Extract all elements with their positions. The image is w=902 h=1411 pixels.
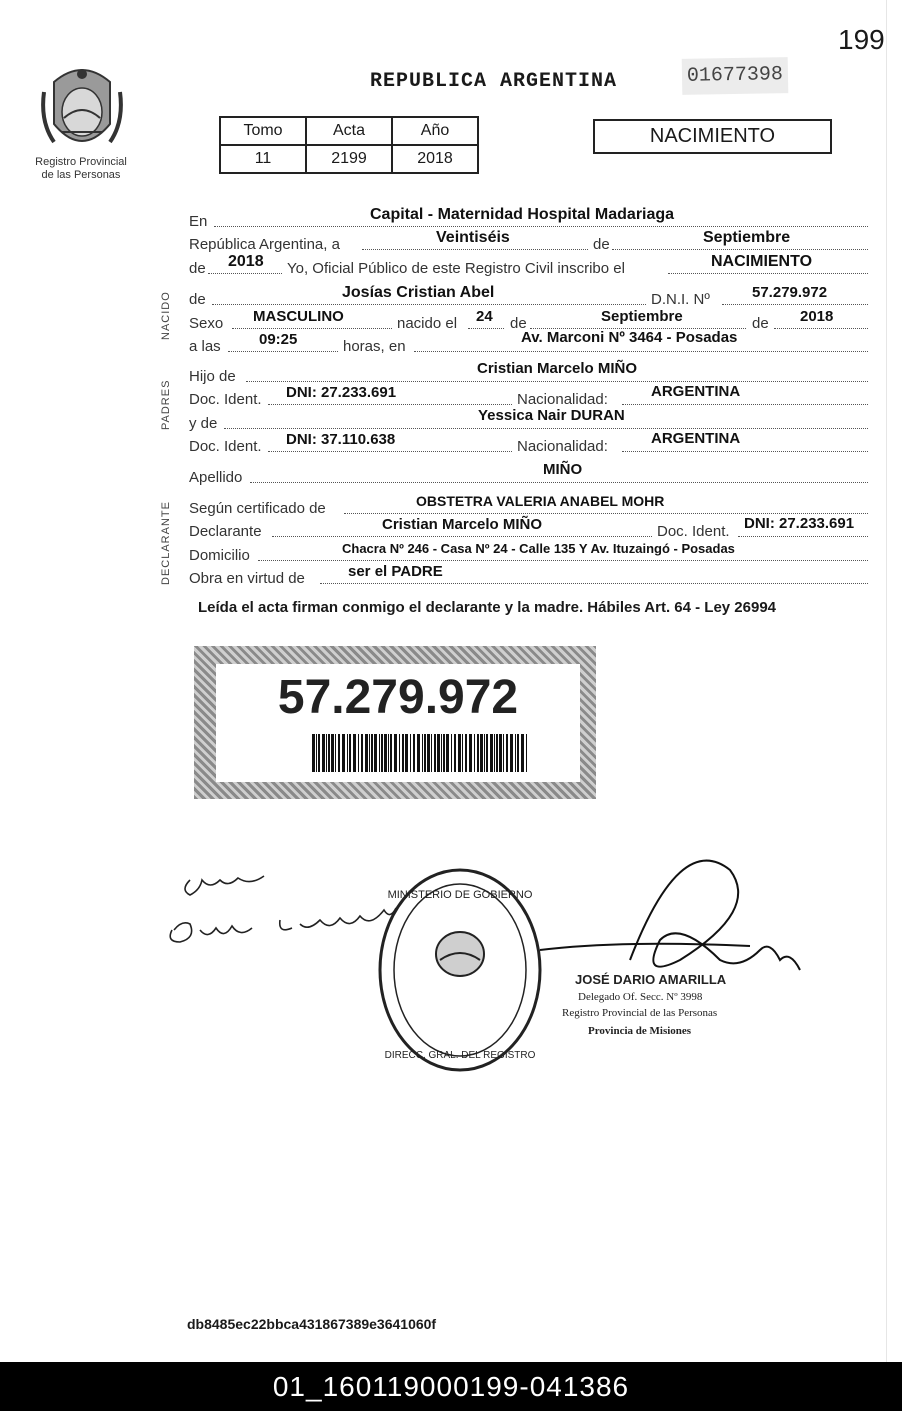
book-table xyxy=(219,116,479,174)
declarant-value: Cristian Marcelo MIÑO xyxy=(382,516,543,533)
book-header-ano: Año xyxy=(392,117,478,145)
official-seal-icon xyxy=(380,870,540,1070)
doc-label: Doc. Ident. xyxy=(189,391,262,408)
horas-label: horas, en xyxy=(343,338,406,355)
registry-label xyxy=(22,156,140,182)
a-las-label: a las xyxy=(189,338,221,355)
father-name-value: Cristian Marcelo MIÑO xyxy=(477,360,638,377)
svg-text:DIRECC. GRAL. DEL REGISTRO: DIRECC. GRAL. DEL REGISTRO xyxy=(384,1050,536,1061)
serial-number: 01677398 xyxy=(682,57,789,95)
de-label: de xyxy=(510,315,527,332)
day-words-value: Veintiséis xyxy=(436,229,510,246)
child-dni-value: 57.279.972 xyxy=(752,284,828,301)
official-registry: Registro Provincial de las Personas xyxy=(562,1007,718,1019)
nacido-label: nacido el xyxy=(397,315,458,332)
de-label: de xyxy=(752,315,769,332)
signature-2-icon xyxy=(170,908,396,942)
registry-label-line-2: de las Personas xyxy=(41,169,121,181)
republica-label: República Argentina, a xyxy=(189,236,340,253)
year-value: 2018 xyxy=(228,253,264,270)
page-number: 199 xyxy=(838,24,885,55)
dni-stamp-number: 57.279.972 xyxy=(277,671,519,724)
father-doc-value: DNI: 27.233.691 xyxy=(286,384,397,401)
side-label-declarante: DECLARANTE xyxy=(160,501,172,585)
book-header-tomo: Tomo xyxy=(220,117,306,145)
time-value: 09:25 xyxy=(259,331,298,348)
svg-text:MINISTERIO DE GOBIERNO: MINISTERIO DE GOBIERNO xyxy=(387,889,533,901)
record-type-box: NACIMIENTO xyxy=(593,119,832,154)
apellido-label: Apellido xyxy=(189,469,243,486)
birth-address-value: Av. Marconi Nº 3464 - Posadas xyxy=(521,329,738,346)
country-title: REPUBLICA ARGENTINA xyxy=(370,70,618,93)
mother-name-value: Yessica Nair DURAN xyxy=(478,407,625,424)
official-signature-icon xyxy=(630,861,800,970)
dni-stamp xyxy=(194,646,596,799)
side-label-padres: PADRES xyxy=(160,379,172,430)
hijo-label: Hijo de xyxy=(189,368,236,385)
signatures-area xyxy=(160,850,820,1090)
child-name-value: Josías Cristian Abel xyxy=(342,284,495,301)
father-nationality-value: ARGENTINA xyxy=(651,383,741,400)
dni-label: D.N.I. Nº xyxy=(651,291,710,308)
nacionalidad-label: Nacionalidad: xyxy=(517,438,608,455)
sex-value: MASCULINO xyxy=(253,308,344,325)
act-word-value: NACIMIENTO xyxy=(711,253,813,270)
month-words-value: Septiembre xyxy=(703,229,791,246)
birth-day-value: 24 xyxy=(476,308,493,325)
mother-doc-value: DNI: 37.110.638 xyxy=(286,431,396,448)
declarante-label: Declarante xyxy=(189,523,262,540)
book-value-ano: 2018 xyxy=(392,145,478,173)
de-label: de xyxy=(593,236,610,253)
book-header-acta: Acta xyxy=(306,117,392,145)
certificate-value: OBSTETRA VALERIA ANABEL MOHR xyxy=(416,493,665,509)
barcode-icon xyxy=(312,734,528,772)
dni-stamp-inner xyxy=(216,664,580,782)
footer-code: 01_160119000199-041386 xyxy=(0,1362,902,1411)
y-de-label: y de xyxy=(189,415,218,432)
side-label-nacido: NACIDO xyxy=(160,291,172,340)
book-value-tomo: 11 xyxy=(220,145,306,173)
province-emblem-icon xyxy=(40,62,124,160)
sexo-label: Sexo xyxy=(189,315,224,332)
birth-month-value: Septiembre xyxy=(601,308,683,325)
doc-ident-label: Doc. Ident. xyxy=(657,523,730,540)
yo-label: Yo, Oficial Público de este Registro Civil inscribo el xyxy=(287,260,625,277)
en-label: En xyxy=(189,213,208,230)
declarant-doc-value: DNI: 27.233.691 xyxy=(744,515,855,532)
address-value: Chacra Nº 246 - Casa Nº 24 - Calle 135 Y Av. Ituzaingó - Posadas xyxy=(342,541,735,556)
signature-1-icon xyxy=(185,876,264,895)
official-name: JOSÉ DARIO AMARILLA xyxy=(575,972,727,987)
official-province: Provincia de Misiones xyxy=(588,1025,692,1037)
obra-label: Obra en virtud de xyxy=(189,570,305,587)
registry-label-line-1: Registro Provincial xyxy=(35,156,127,168)
capacity-value: ser el PADRE xyxy=(348,563,443,580)
mother-nationality-value: ARGENTINA xyxy=(651,430,741,447)
doc-label: Doc. Ident. xyxy=(189,438,262,455)
de-label: de xyxy=(189,291,206,308)
nacionalidad-label: Nacionalidad: xyxy=(517,391,608,408)
official-title: Delegado Of. Secc. Nº 3998 xyxy=(578,991,703,1003)
book-value-acta: 2199 xyxy=(306,145,392,173)
surname-value: MIÑO xyxy=(543,461,583,478)
place-value: Capital - Maternidad Hospital Madariaga xyxy=(370,206,675,223)
document-hash: db8485ec22bbca431867389e3641060f xyxy=(187,1316,437,1332)
domicilio-label: Domicilio xyxy=(189,547,250,564)
de-label: de xyxy=(189,260,206,277)
segun-label: Según certificado de xyxy=(189,500,326,517)
closing-text: Leída el acta firman conmigo el declarante y la madre. Hábiles Art. 64 - Ley 26994 xyxy=(198,599,777,616)
birth-year-value: 2018 xyxy=(800,308,834,325)
